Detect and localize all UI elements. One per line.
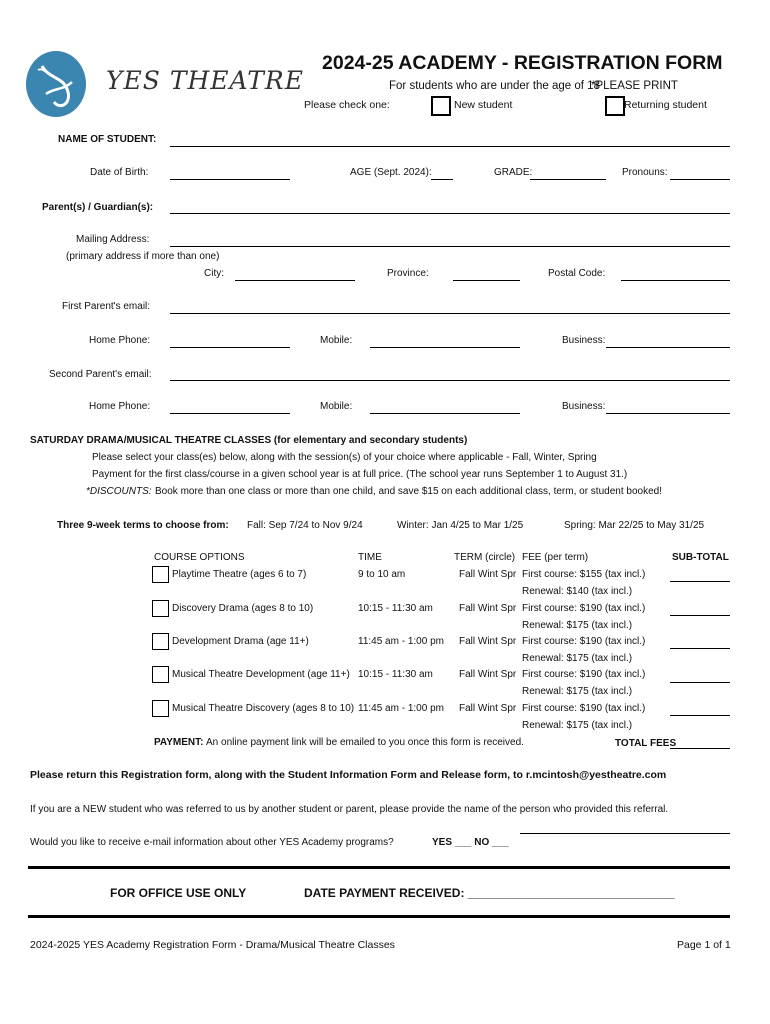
yes-theatre-logo (24, 46, 304, 120)
home-phone-label-2: Home Phone: (89, 401, 151, 412)
province-label: Province: (387, 268, 429, 279)
payment-policy: Payment for the first class/course in a given school year is at full price. (The school year runs September 1 to August 31.) (92, 469, 628, 480)
course-term[interactable]: Fall Wint Spr (459, 703, 517, 714)
payment-label: PAYMENT: (154, 737, 204, 748)
course-name: Playtime Theatre (ages 6 to 7) (172, 569, 307, 580)
postal-code-label: Postal Code: (548, 268, 606, 279)
term-spring: Spring: Mar 22/25 to May 31/25 (564, 520, 705, 531)
home-phone-input-1[interactable] (170, 347, 290, 348)
col-term: TERM (circle) (454, 552, 516, 563)
name-of-student-input[interactable] (170, 146, 730, 147)
subtotal-input[interactable] (670, 648, 730, 649)
dob-input[interactable] (170, 179, 290, 180)
pronouns-label: Pronouns: (622, 167, 668, 178)
course-fee-renewal: Renewal: $175 (tax incl.) (522, 720, 633, 731)
age-label: AGE (Sept. 2024): (350, 167, 432, 178)
home-phone-input-2[interactable] (170, 413, 290, 414)
course-time: 10:15 - 11:30 am (358, 669, 433, 680)
business-input-1[interactable] (606, 347, 730, 348)
mailing-note: (primary address if more than one) (66, 251, 220, 262)
new-student-label: New student (454, 99, 513, 111)
course-checkbox-mt-discovery[interactable] (152, 700, 169, 717)
course-checkbox-playtime[interactable] (152, 566, 169, 583)
term-winter: Winter: Jan 4/25 to Mar 1/25 (397, 520, 524, 531)
course-checkbox-mt-development[interactable] (152, 666, 169, 683)
mobile-label-1: Mobile: (320, 335, 353, 346)
mailing-address-label: Mailing Address: (76, 234, 150, 245)
mobile-input-2[interactable] (370, 413, 520, 414)
please-print-note: *PLEASE PRINT (591, 80, 678, 92)
guardians-input[interactable] (170, 213, 730, 214)
subtotal-input[interactable] (670, 682, 730, 683)
payment-text: An online payment link will be emailed to you once this form is received. (206, 737, 524, 748)
page-footer-title: 2024-2025 YES Academy Registration Form - Drama/Musical Theatre Classes (30, 939, 395, 951)
business-label-1: Business: (562, 335, 606, 346)
second-parent-email-label: Second Parent's email: (49, 369, 152, 380)
dob-label: Date of Birth: (90, 167, 149, 178)
pronouns-input[interactable] (670, 179, 730, 180)
course-term[interactable]: Fall Wint Spr (459, 669, 517, 680)
subtotal-input[interactable] (670, 715, 730, 716)
office-divider-top (28, 866, 730, 869)
course-fee-first: First course: $190 (tax incl.) (522, 703, 646, 714)
course-fee-renewal: Renewal: $140 (tax incl.) (522, 586, 633, 597)
check-one-label: Please check one: (304, 99, 390, 111)
office-use-label: FOR OFFICE USE ONLY (110, 886, 247, 900)
subtotal-input[interactable] (670, 615, 730, 616)
col-time: TIME (358, 552, 382, 563)
course-time: 11:45 am - 1:00 pm (358, 636, 444, 647)
return-instructions: Please return this Registration form, along with the Student Information Form and Release form, to r.mcintosh@yestheatre.com (30, 769, 667, 781)
city-label: City: (204, 268, 224, 279)
total-fees-input[interactable] (670, 748, 730, 749)
course-name: Musical Theatre Discovery (ages 8 to 10) (172, 703, 355, 714)
yes-no-options[interactable]: YES ___ NO ___ (432, 837, 509, 848)
grade-label: GRADE: (494, 167, 533, 178)
returning-student-checkbox[interactable] (605, 96, 625, 116)
course-fee-renewal: Renewal: $175 (tax incl.) (522, 686, 633, 697)
mobile-input-1[interactable] (370, 347, 520, 348)
business-input-2[interactable] (606, 413, 730, 414)
course-checkbox-development-drama[interactable] (152, 633, 169, 650)
course-fee-first: First course: $190 (tax incl.) (522, 669, 646, 680)
city-input[interactable] (235, 280, 355, 281)
course-term[interactable]: Fall Wint Spr (459, 636, 517, 647)
total-fees-label: TOTAL FEES (615, 738, 677, 749)
email-question: Would you like to receive e-mail information about other YES Academy programs? (30, 837, 394, 848)
terms-label: Three 9-week terms to choose from: (57, 520, 229, 531)
age-input[interactable] (431, 179, 453, 180)
col-subtotal: SUB-TOTAL (672, 552, 729, 563)
second-parent-email-input[interactable] (170, 380, 730, 381)
theatre-mask-icon (24, 46, 96, 120)
returning-student-label: Returning student (624, 99, 707, 111)
course-fee-first: First course: $190 (tax incl.) (522, 636, 646, 647)
home-phone-label-1: Home Phone: (89, 335, 151, 346)
course-term[interactable]: Fall Wint Spr (459, 569, 517, 580)
course-fee-first: First course: $155 (tax incl.) (522, 569, 646, 580)
course-fee-renewal: Renewal: $175 (tax incl.) (522, 653, 633, 664)
term-fall: Fall: Sep 7/24 to Nov 9/24 (247, 520, 363, 531)
discounts-text: Book more than one class or more than one child, and save $15 on each additional class, term, or student booked! (155, 486, 662, 497)
form-subtitle: For students who are under the age of 18 (389, 80, 600, 92)
course-fee-renewal: Renewal: $175 (tax incl.) (522, 620, 633, 631)
business-label-2: Business: (562, 401, 606, 412)
brand-name: YES THEATRE (106, 66, 304, 95)
classes-heading: SATURDAY DRAMA/MUSICAL THEATRE CLASSES (for elementary and secondary students) (30, 435, 468, 446)
page-number: Page 1 of 1 (677, 939, 731, 951)
discounts-label: *DISCOUNTS: (86, 486, 152, 497)
subtotal-input[interactable] (670, 581, 730, 582)
office-divider-bottom (28, 915, 730, 918)
col-course-options: COURSE OPTIONS (154, 552, 245, 563)
first-parent-email-input[interactable] (170, 313, 730, 314)
course-checkbox-discovery-drama[interactable] (152, 600, 169, 617)
referral-text: If you are a NEW student who was referred to us by another student or parent, please provide the name of the person who provided this referral. (30, 804, 669, 815)
name-of-student-label: NAME OF STUDENT: (58, 134, 157, 145)
course-name: Discovery Drama (ages 8 to 10) (172, 603, 314, 614)
course-time: 11:45 am - 1:00 pm (358, 703, 444, 714)
course-name: Development Drama (age 11+) (172, 636, 309, 647)
course-time: 9 to 10 am (358, 569, 406, 580)
province-input[interactable] (453, 280, 520, 281)
referral-input[interactable] (520, 833, 730, 834)
mobile-label-2: Mobile: (320, 401, 353, 412)
classes-instructions: Please select your class(es) below, along with the session(s) of your choice where applicable - Fall, Winter, Spring (92, 452, 597, 463)
postal-code-input[interactable] (621, 280, 730, 281)
guardians-label: Parent(s) / Guardian(s): (42, 202, 154, 213)
grade-input[interactable] (530, 179, 606, 180)
course-term[interactable]: Fall Wint Spr (459, 603, 517, 614)
col-fee: FEE (per term) (522, 552, 589, 563)
date-payment-received: DATE PAYMENT RECEIVED: _______________________________ (304, 886, 675, 900)
new-student-checkbox[interactable] (431, 96, 451, 116)
mailing-address-input[interactable] (170, 246, 730, 247)
course-time: 10:15 - 11:30 am (358, 603, 433, 614)
course-name: Musical Theatre Development (age 11+) (172, 669, 350, 680)
first-parent-email-label: First Parent's email: (62, 301, 151, 312)
form-title: 2024-25 ACADEMY - REGISTRATION FORM (322, 52, 723, 74)
course-fee-first: First course: $190 (tax incl.) (522, 603, 646, 614)
